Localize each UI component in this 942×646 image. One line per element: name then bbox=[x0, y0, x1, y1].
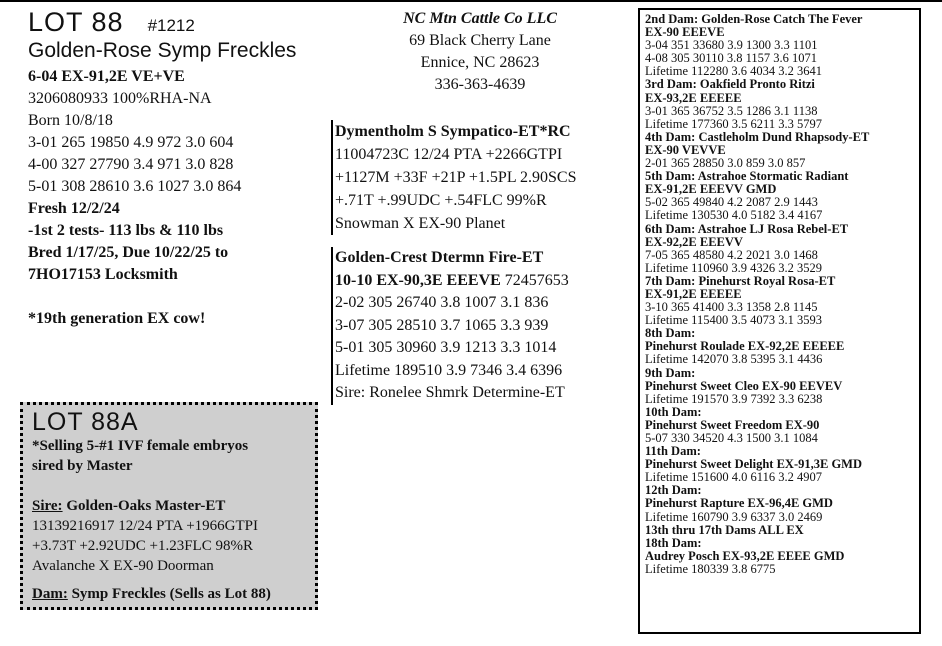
embryo-sire-info-1: 13139216917 12/24 PTA +1966GTPI bbox=[32, 518, 259, 534]
cow-record-line: Born 10/8/18 bbox=[28, 112, 113, 129]
pedigree-line: EX-93,2E EEEEE bbox=[645, 90, 742, 105]
pedigree-line: 5th Dam: Astrahoe Stormatic Radiant bbox=[645, 169, 849, 184]
pedigree-line: EX-92,2E EEEVV bbox=[645, 234, 743, 249]
pedigree-line: 6th Dam: Astrahoe LJ Rosa Rebel-ET bbox=[645, 221, 849, 236]
pedigree-line: 8th Dam: bbox=[645, 326, 696, 341]
embryo-sire-info-3: Avalanche X EX-90 Doorman bbox=[32, 558, 214, 574]
owner-phone: 336-363-4639 bbox=[434, 76, 526, 93]
pedigree-line: 5-07 330 34520 4.3 1500 3.1 1084 bbox=[645, 431, 818, 445]
sire-line-1: 11004723C 12/24 PTA +2266GTPI bbox=[335, 146, 563, 163]
cow-record-line: 3-01 265 19850 4.9 972 3.0 604 bbox=[28, 134, 234, 151]
dam-line-4: Lifetime 189510 3.9 7346 3.4 6396 bbox=[335, 361, 563, 379]
pedigree-line: 3rd Dam: Oakfield Pronto Ritzi bbox=[645, 77, 815, 92]
pedigree-line: 12th Dam: bbox=[645, 483, 702, 498]
pedigree-line: Lifetime 160790 3.9 6337 3.0 2469 bbox=[645, 509, 823, 524]
pedigree-line: Lifetime 191570 3.9 7392 3.3 6238 bbox=[645, 391, 823, 406]
spacer bbox=[32, 576, 306, 584]
sire-name: Dymentholm S Sympatico-ET*RC bbox=[335, 123, 571, 140]
pedigree-line: 18th Dam: bbox=[645, 535, 702, 550]
dam-block bbox=[331, 247, 635, 405]
cow-record-line: 7HO17153 Locksmith bbox=[28, 266, 178, 283]
pedigree-line: Lifetime 151600 4.0 6116 3.2 4907 bbox=[645, 470, 822, 485]
sire-line-3: +.71T +.99UDC +.54FLC 99%R bbox=[335, 192, 547, 209]
pedigree-line: Lifetime 177360 3.5 6211 3.3 5797 bbox=[645, 116, 822, 131]
dam-label: Dam: bbox=[32, 586, 68, 602]
cow-record-line: Bred 1/17/25, Due 10/22/25 to bbox=[28, 244, 229, 261]
pedigree-line: 9th Dam: bbox=[645, 365, 696, 380]
pedigree-line: 2-01 365 28850 3.0 859 3.0 857 bbox=[645, 156, 806, 171]
spacer bbox=[32, 476, 306, 496]
pedigree-line: 3-04 351 33680 3.9 1300 3.3 1101 bbox=[645, 38, 818, 53]
top-rule bbox=[0, 0, 942, 2]
embryo-dam-text: Symp Freckles (Sells as Lot 88) bbox=[67, 586, 271, 602]
lot-88a-title: LOT 88A bbox=[32, 408, 139, 436]
cow-record-line: Fresh 12/2/24 bbox=[28, 200, 120, 217]
embryo-line-2: sired by Master bbox=[32, 458, 133, 474]
sire-block bbox=[331, 120, 635, 235]
pedigree-line: Pinehurst Sweet Delight EX-91,3E GMD bbox=[645, 457, 862, 472]
pedigree-line: Audrey Posch EX-93,2E EEEE GMD bbox=[645, 548, 845, 563]
dam-line-2: 3-07 305 28510 3.7 1065 3.3 939 bbox=[335, 316, 549, 334]
dam-name: Golden-Crest Dtermn Fire-ET bbox=[335, 249, 544, 266]
cow-record-line: *19th generation EX cow! bbox=[28, 310, 206, 327]
dam-registration: 72457653 bbox=[500, 271, 569, 289]
owner-block bbox=[325, 8, 635, 96]
embryo-sire-info-2: +3.73T +2.92UDC +1.23FLC 98%R bbox=[32, 538, 253, 554]
pedigree-line: EX-90 EEEVE bbox=[645, 25, 725, 40]
pedigree-line: 11th Dam: bbox=[645, 444, 701, 459]
pedigree-line: EX-90 VEVVE bbox=[645, 142, 726, 157]
pedigree-line: EX-91,2E EEEEE bbox=[645, 286, 742, 301]
pedigree-line: Lifetime 112280 3.6 4034 3.2 3641 bbox=[645, 64, 822, 79]
dam-line-3: 5-01 305 30960 3.9 1213 3.3 1014 bbox=[335, 339, 557, 356]
owner-name: NC Mtn Cattle Co LLC bbox=[403, 10, 557, 27]
lot-title: LOT 88 bbox=[28, 7, 124, 37]
cow-record-line: -1st 2 tests- 113 lbs & 110 lbs bbox=[28, 222, 224, 239]
sire-line-4: Snowman X EX-90 Planet bbox=[335, 215, 506, 232]
lot-number: #1212 bbox=[147, 16, 195, 35]
pedigree-line: Lifetime 142070 3.8 5395 3.1 4436 bbox=[645, 352, 823, 367]
pedigree-line: 4th Dam: Castleholm Dund Rhapsody-ET bbox=[645, 129, 870, 144]
pedigree-line: Pinehurst Sweet Freedom EX-90 bbox=[645, 417, 820, 432]
embryo-line-1: *Selling 5-#1 IVF female embryos bbox=[32, 438, 249, 454]
pedigree-line: 5-02 365 49840 4.2 2087 2.9 1443 bbox=[645, 195, 818, 210]
embryo-sire-line bbox=[32, 496, 306, 516]
pedigree-line: Pinehurst Sweet Cleo EX-90 EEVEV bbox=[645, 378, 843, 393]
dam-line-1: 2-02 305 26740 3.8 1007 3.1 836 bbox=[335, 294, 549, 311]
pedigree-line: Lifetime 115400 3.5 4073 3.1 3593 bbox=[645, 313, 822, 328]
dam-line-5: Sire: Ronelee Shmrk Determine-ET bbox=[335, 384, 565, 401]
sire-line-2: +1127M +33F +21P +1.5PL 2.90SCS bbox=[335, 169, 577, 186]
pedigree-box bbox=[638, 8, 921, 634]
dam-class-line bbox=[335, 270, 635, 293]
pedigree-line: 3-01 365 36752 3.5 1286 3.1 1138 bbox=[645, 103, 818, 118]
pedigree-line: 3-10 365 41400 3.3 1358 2.8 1145 bbox=[645, 300, 818, 315]
lot-heading bbox=[28, 6, 195, 42]
lot-88a-box bbox=[20, 402, 318, 610]
sire-label: Sire: bbox=[32, 498, 63, 514]
pedigree-line: Pinehurst Rapture EX-96,4E GMD bbox=[645, 496, 833, 511]
cow-record-line: 6-04 EX-91,2E VE+VE bbox=[28, 68, 185, 85]
cow-record-line bbox=[28, 286, 318, 308]
embryo-dam-line bbox=[32, 584, 306, 604]
pedigree-line: 2nd Dam: Golden-Rose Catch The Fever bbox=[645, 12, 863, 26]
pedigree-line: Pinehurst Roulade EX-92,2E EEEEE bbox=[645, 339, 845, 354]
pedigree-line: 13th thru 17th Dams ALL EX bbox=[645, 522, 804, 537]
embryo-sire-name: Golden-Oaks Master-ET bbox=[62, 498, 226, 514]
pedigree-line: Lifetime 130530 4.0 5182 3.4 4167 bbox=[645, 208, 823, 223]
cow-record-line: 3206080933 100%RHA-NA bbox=[28, 90, 212, 107]
pedigree-line: 10th Dam: bbox=[645, 404, 702, 419]
cow-record-line: 4-00 327 27790 3.4 971 3.0 828 bbox=[28, 156, 234, 173]
cow-name: Golden-Rose Symp Freckles bbox=[28, 39, 297, 62]
owner-address-1: 69 Black Cherry Lane bbox=[409, 32, 551, 49]
pedigree-line: Lifetime 180339 3.8 6775 bbox=[645, 561, 776, 576]
pedigree-line: 4-08 305 30110 3.8 1157 3.6 1071 bbox=[645, 51, 817, 66]
owner-address-2: Ennice, NC 28623 bbox=[420, 54, 540, 71]
dam-classification: 10-10 EX-90,3E EEEVE bbox=[335, 271, 501, 289]
pedigree-line: 7-05 365 48580 4.2 2021 3.0 1468 bbox=[645, 247, 818, 262]
pedigree-line: Lifetime 110960 3.9 4326 3.2 3529 bbox=[645, 260, 822, 275]
cow-record-line: 5-01 308 28610 3.6 1027 3.0 864 bbox=[28, 178, 242, 195]
pedigree-line: EX-91,2E EEEVV GMD bbox=[645, 182, 777, 197]
cow-record bbox=[28, 66, 318, 330]
pedigree-line: 7th Dam: Pinehurst Royal Rosa-ET bbox=[645, 273, 836, 288]
